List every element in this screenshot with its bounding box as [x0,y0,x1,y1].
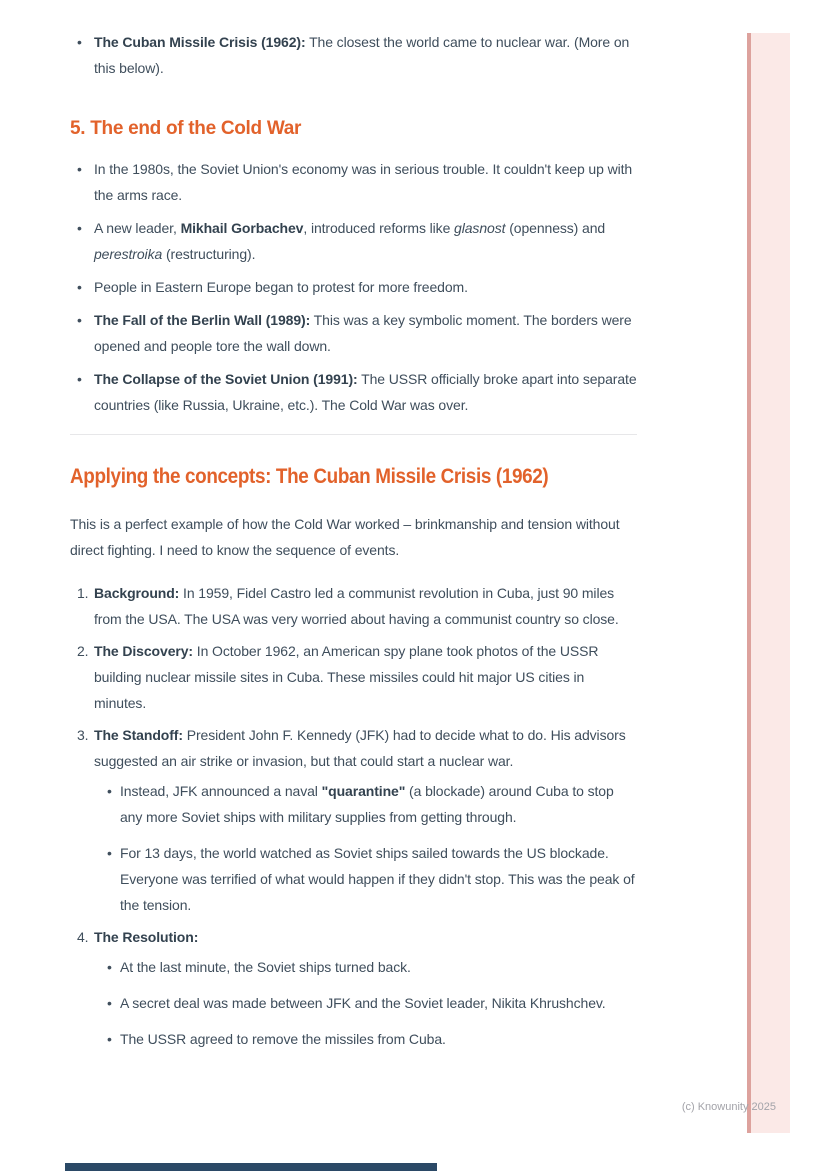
main-heading-text: Applying the concepts: The Cuban Missile Crisis (1962) [70,465,549,488]
list-item [70,274,637,300]
section5-bullet-list [70,156,637,418]
list-item [94,840,637,918]
list-item [70,215,637,267]
next-page-block [65,1163,437,1171]
item-text: The Resolution: [94,929,199,945]
item-number: 4. [77,929,89,945]
list-item [70,366,637,418]
bullet-text: At the last minute, the Soviet ships turned back. [120,959,411,975]
intro-paragraph: This is a perfect example of how the Cold War worked – brinkmanship and tension without direct fighting. I need to know the sequence of events. [70,516,620,558]
bullet-text: In the 1980s, the Soviet Union's economy was in serious trouble. It couldn't keep up with the arms race. [94,161,633,203]
item-number: 2. [77,643,89,659]
document-content [70,29,637,1052]
bullet-text: The USSR agreed to remove the missiles from Cuba. [120,1031,446,1047]
top-bullet-list [70,29,637,81]
numbered-item [70,638,637,716]
item-body [94,722,637,918]
list-item [70,307,637,359]
section-heading: 5. The end of the Cold War [70,118,302,139]
bullet-text: People in Eastern Europe began to protest for more freedom. [94,279,468,295]
bullet-text: For 13 days, the world watched as Soviet ships sailed towards the US blockade. Everyone was terrified of what would happen if they didn't stop. This was the peak of the tension. [120,845,635,913]
main-heading [70,462,637,492]
numbered-item [70,924,637,1052]
bullet-text: The Collapse of the Soviet Union (1991): The USSR officially broke apart into separate countries (like Russia, Ukraine, etc.). The Cold War was over. [94,371,637,413]
numbered-item [70,722,637,918]
list-item [94,778,637,830]
numbered-item [70,580,637,632]
page-edge-strip [747,33,790,1133]
item-text: Background: In 1959, Fidel Castro led a communist revolution in Cuba, just 90 miles from the USA. The USA was very worried about having a communist country so close. [94,585,619,627]
item-number: 1. [77,585,89,601]
item-text: The Discovery: In October 1962, an American spy plane took photos of the USSR building nuclear missile sites in Cuba. These missiles could hit major US cities in minutes. [94,643,599,711]
bullet-text: A new leader, Mikhail Gorbachev, introduced reforms like glasnost (openness) and perestroika (restructuring). [94,220,606,262]
list-item [70,29,637,81]
list-item [70,156,637,208]
bullet-text: A secret deal was made between JFK and the Soviet leader, Nikita Khrushchev. [120,995,606,1011]
item-body [94,924,637,1052]
list-item [94,954,637,980]
item-text: The Standoff: President John F. Kennedy (JFK) had to decide what to do. His advisors suggested an air strike or invasion, but that could start a nuclear war. [94,727,626,769]
bullet-text: The Cuban Missile Crisis (1962): The closest the world came to nuclear war. (More on this below). [94,34,630,76]
bullet-text: The Fall of the Berlin Wall (1989): This was a key symbolic moment. The borders were opened and people tore the wall down. [94,312,632,354]
sub-bullet-list [94,778,637,918]
item-number: 3. [77,727,89,743]
copyright-watermark: (c) Knowunity 2025 [681,1101,776,1113]
section-divider [70,434,637,435]
numbered-list [70,580,637,1052]
item-body [94,638,637,716]
list-item [94,990,637,1016]
list-item [94,1026,637,1052]
sub-bullet-list [94,954,637,1052]
item-body [94,580,637,632]
bullet-text: Instead, JFK announced a naval "quarantine" (a blockade) around Cuba to stop any more Soviet ships with military supplies from getting through. [120,783,614,825]
